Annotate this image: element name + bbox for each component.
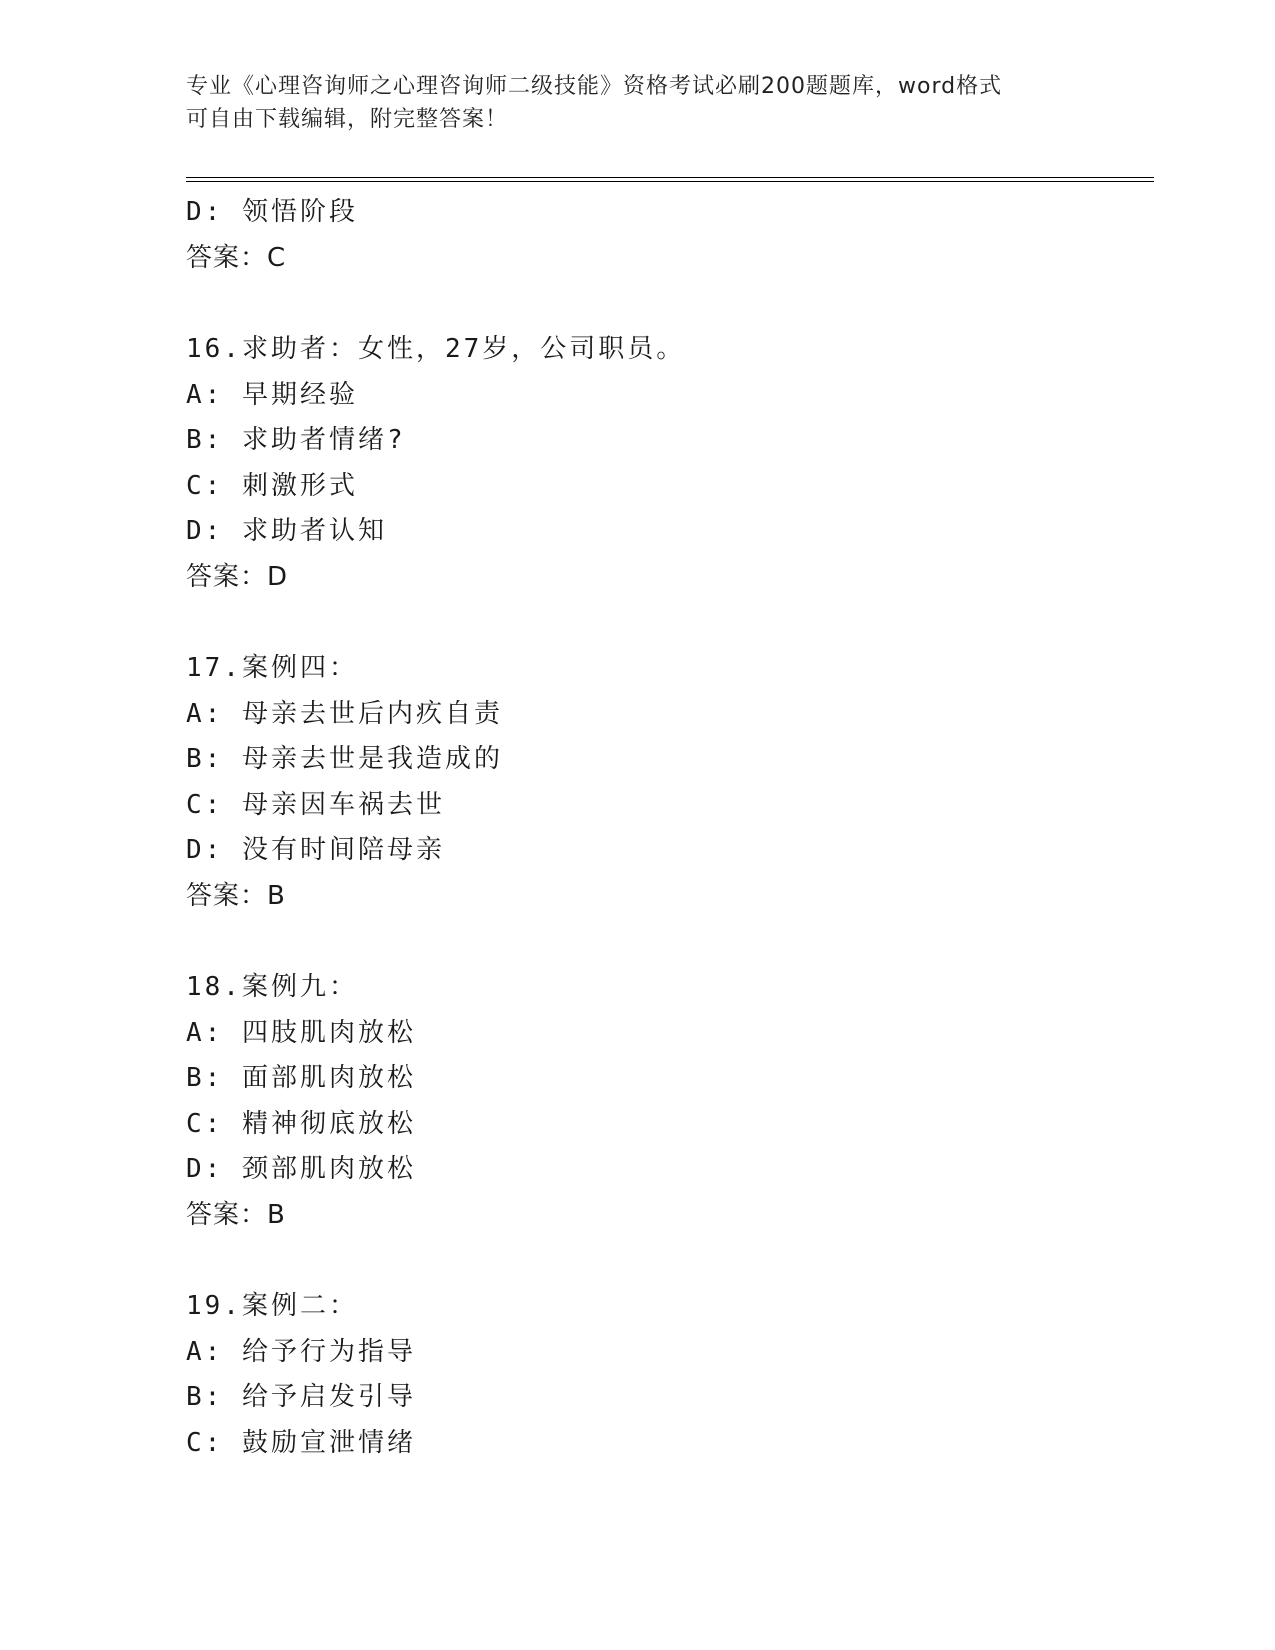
header-double-rule xyxy=(186,177,1154,182)
answer-line: 答案：D xyxy=(186,561,289,592)
document-body xyxy=(186,190,1154,1466)
question-stem: 17.案例四： xyxy=(186,653,358,683)
question-stem: 19.案例二： xyxy=(186,1291,358,1321)
option-c: C: 母亲因车祸去世 xyxy=(186,789,445,820)
document-header xyxy=(186,70,1086,136)
option-b: B: 求助者情绪? xyxy=(186,425,406,455)
question-stem: 18.案例九： xyxy=(186,972,358,1002)
option-d: D: 颈部肌肉放松 xyxy=(186,1154,416,1184)
option-d: D: 领悟阶段 xyxy=(186,197,358,227)
question-block xyxy=(186,965,1154,1238)
question-stem: 16.求助者：女性，27岁，公司职员。 xyxy=(186,334,686,364)
option-d: D: 没有时间陪母亲 xyxy=(186,835,445,865)
question-fragment xyxy=(186,190,1154,281)
question-block xyxy=(186,327,1154,600)
option-c: C: 鼓励宣泄情绪 xyxy=(186,1427,416,1458)
option-c: C: 刺激形式 xyxy=(186,470,358,501)
option-b: B: 面部肌肉放松 xyxy=(186,1063,416,1093)
header-line-1: 专业《心理咨询师之心理咨询师二级技能》资格考试必刷200题题库，word格式 xyxy=(186,74,1003,99)
option-c: C: 精神彻底放松 xyxy=(186,1108,416,1139)
option-d: D: 求助者认知 xyxy=(186,516,387,546)
option-b: B: 母亲去世是我造成的 xyxy=(186,744,503,774)
answer-line: 答案：C xyxy=(186,242,287,273)
question-block xyxy=(186,1284,1154,1466)
header-line-2: 可自由下载编辑，附完整答案！ xyxy=(186,107,509,132)
option-a: A: 四肢肌肉放松 xyxy=(186,1017,416,1048)
option-a: A: 给予行为指导 xyxy=(186,1336,416,1367)
option-a: A: 母亲去世后内疚自责 xyxy=(186,698,503,729)
option-a: A: 早期经验 xyxy=(186,379,358,410)
answer-line: 答案：B xyxy=(186,1199,286,1230)
option-b: B: 给予启发引导 xyxy=(186,1382,416,1412)
question-block xyxy=(186,646,1154,919)
answer-line: 答案：B xyxy=(186,880,286,911)
